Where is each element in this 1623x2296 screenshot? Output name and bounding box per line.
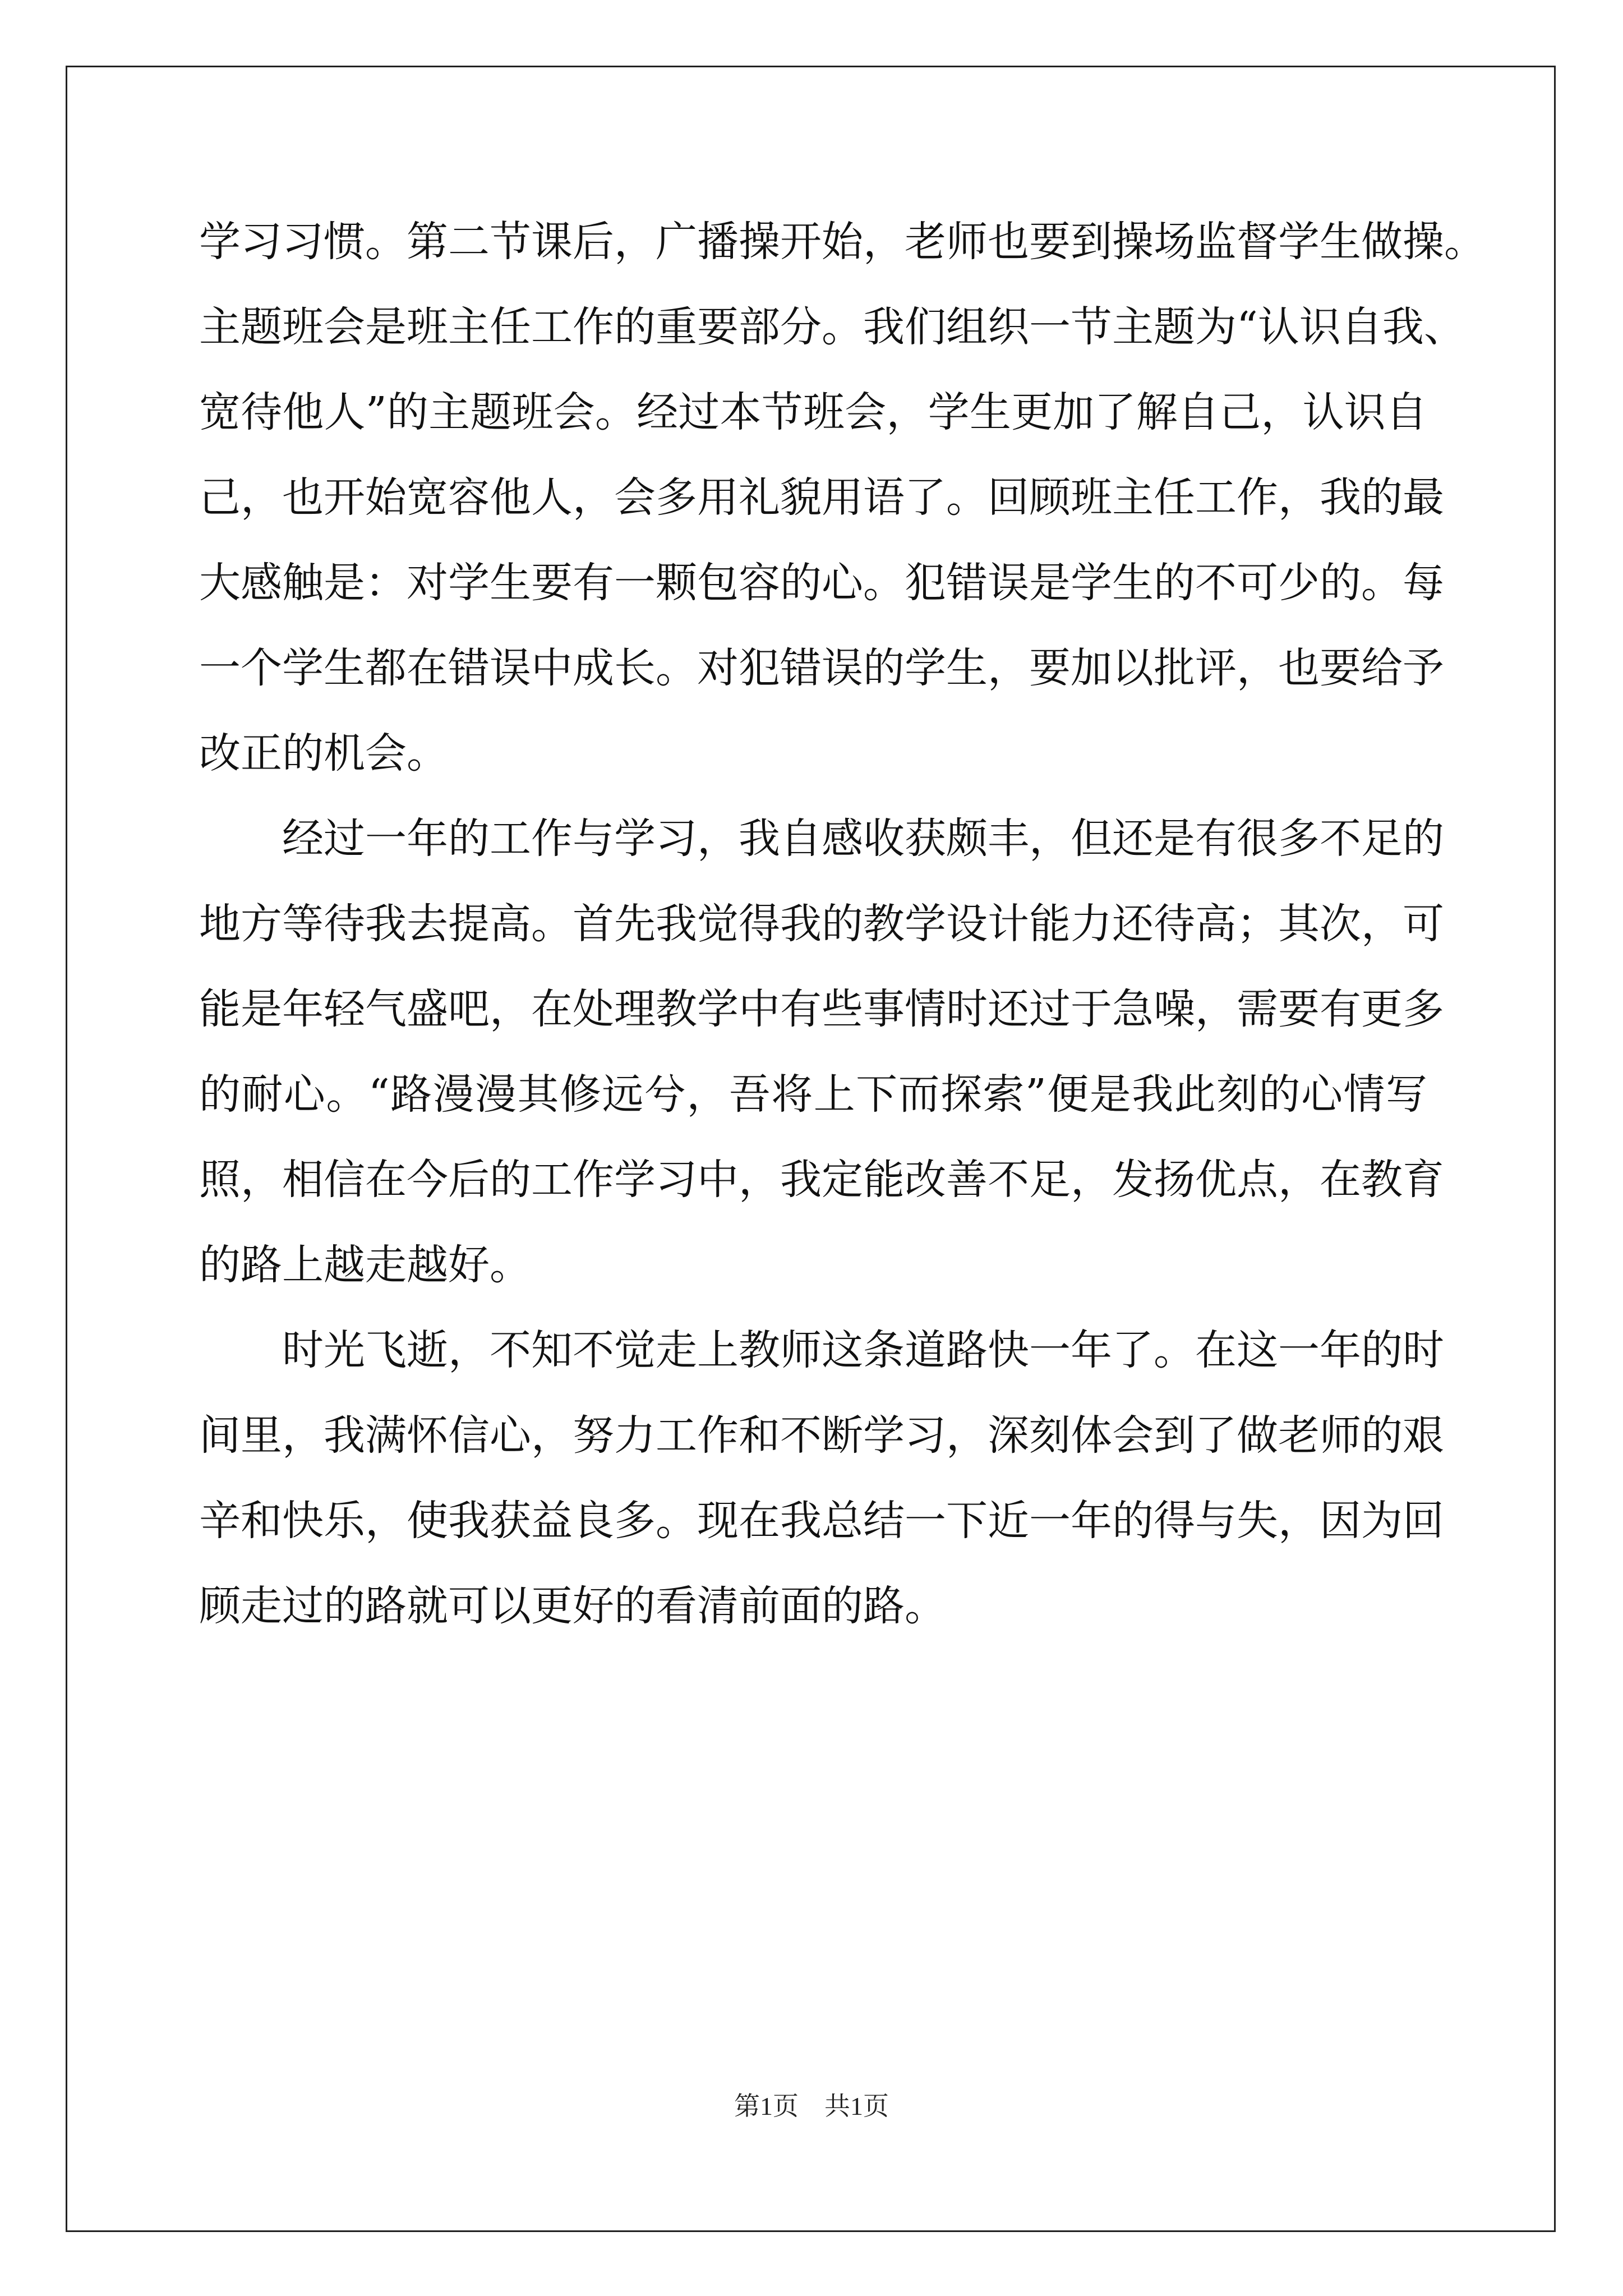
text-line: 学习习惯。第二节课后，广播操开始，老师也要到操场监督学生做操。: [199, 218, 1486, 266]
text-line: 主题班会是班主任工作的重要部分。我们组织一节主题为“认识自我、: [199, 303, 1465, 351]
text-line: 的路上越走越好。: [199, 1241, 531, 1289]
text-line: 间里，我满怀信心，努力工作和不断学习，深刻体会到了做老师的艰: [199, 1411, 1444, 1460]
text-line: 辛和快乐，使我获益良多。现在我总结一下近一年的得与失，因为回: [199, 1497, 1444, 1545]
paragraph: [199, 1308, 1444, 1649]
text-line: 时光飞逝，不知不觉走上教师这条道路快一年了。在这一年的时: [282, 1326, 1444, 1374]
text-line: 改正的机会。: [199, 729, 448, 777]
text-line: 宽待他人”的主题班会。经过本节班会，学生更加了解自己，认识自: [199, 388, 1427, 436]
text-line: 大感触是：对学生要有一颗包容的心。犯错误是学生的不可少的。每: [199, 559, 1444, 607]
paragraph: [199, 796, 1444, 1308]
text-line: 一个学生都在错误中成长。对犯错误的学生，要加以批评，也要给予: [199, 644, 1444, 692]
text-line: 能是年轻气盛吧，在处理教学中有些事情时还过于急噪，需要有更多: [199, 985, 1444, 1033]
page-number-footer: 第1页 共1页: [734, 2092, 889, 2120]
document-body: [199, 199, 1486, 1649]
text-line: 照，相信在今后的工作学习中，我定能改善不足，发扬优点，在教育: [199, 1156, 1444, 1204]
text-line: 顾走过的路就可以更好的看清前面的路。: [199, 1582, 946, 1630]
paragraph: [199, 199, 1486, 796]
text-line: 的耐心。“路漫漫其修远兮，吾将上下而探索”便是我此刻的心情写: [199, 1070, 1427, 1119]
text-line: 经过一年的工作与学习，我自感收获颇丰，但还是有很多不足的: [282, 815, 1444, 863]
text-line: 地方等待我去提高。首先我觉得我的教学设计能力还待高；其次，可: [199, 900, 1444, 948]
text-line: 己，也开始宽容他人，会多用礼貌用语了。回顾班主任工作，我的最: [199, 473, 1444, 522]
